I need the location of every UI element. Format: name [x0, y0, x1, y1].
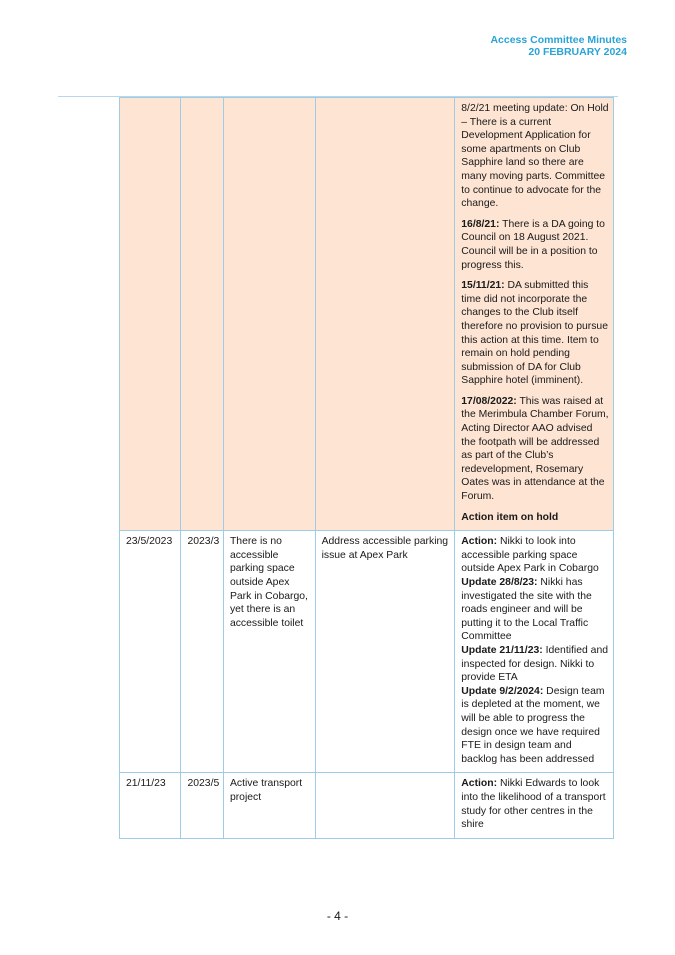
update-entry: Action: Nikki Edwards to look into the likelihood of a transport study for other centres in the shire — [461, 778, 606, 831]
document-title: Access Committee Minutes — [490, 34, 627, 46]
date-cell: 23/5/2023 — [120, 531, 181, 773]
date-cell — [120, 98, 181, 531]
action-item-cell — [315, 98, 455, 531]
ref-cell: 2023/3 — [181, 531, 223, 773]
updates-cell — [455, 531, 614, 773]
page-number: - 4 - — [326, 909, 349, 923]
ref-cell: 2023/5 — [181, 773, 223, 838]
issue-cell: Active transport project — [223, 773, 315, 838]
action-item-cell: Address accessible parking issue at Apex Park — [315, 531, 455, 773]
update-entry: Action: Nikki to look into accessible parking space outside Apex Park in Cobargo — [461, 536, 599, 575]
ref-cell — [181, 98, 223, 531]
updates-cell — [455, 98, 614, 531]
update-entry: Update 28/8/23: Nikki has investigated the site with the roads engineer and will be putting it to the Local Traffic Committee — [461, 577, 592, 643]
update-entry: Update 9/2/2024: Design team is depleted at the moment, we will be able to progress the design once we have required FTE in design team and backlog has been addressed — [461, 685, 605, 765]
minutes-table — [119, 97, 614, 839]
issue-cell: There is no accessible parking space outside Apex Park in Cobargo, yet there is an accessible toilet — [223, 531, 315, 773]
table-row — [120, 531, 614, 773]
update-entry: 8/2/21 meeting update: On Hold – There is a current Development Application for some apartments on Club Sapphire land so there are many moving parts. Committee to continue to advocate for the change. — [461, 103, 609, 210]
action-item-cell — [315, 773, 455, 838]
page-header — [490, 34, 627, 58]
table-row — [120, 773, 614, 838]
update-entry: 17/08/2022: This was raised at the Merimbula Chamber Forum, Acting Director AAO advised the footpath will be addressed as part of the Club’s redevelopment, Rosemary Oates was in attendance at the Forum. — [461, 395, 609, 503]
update-entry: 15/11/21: DA submitted this time did not incorporate the changes to the Club itself therefore no provision to pursue this action at this time. Item to remain on hold pending submission of DA for Club Sapphire hotel (imminent). — [461, 280, 608, 387]
status-note: Action item on hold — [461, 511, 559, 523]
date-cell: 21/11/23 — [120, 773, 181, 838]
updates-cell — [455, 773, 614, 838]
meeting-date: 20 FEBRUARY 2024 — [528, 46, 627, 58]
update-entry: Update 21/11/23: Identified and inspected for design. Nikki to provide ETA — [461, 644, 609, 684]
issue-cell — [223, 98, 315, 531]
update-entry: 16/8/21: There is a DA going to Council on 18 August 2021. Council will be in a position to progress this. — [461, 218, 605, 271]
table-row — [120, 98, 614, 531]
